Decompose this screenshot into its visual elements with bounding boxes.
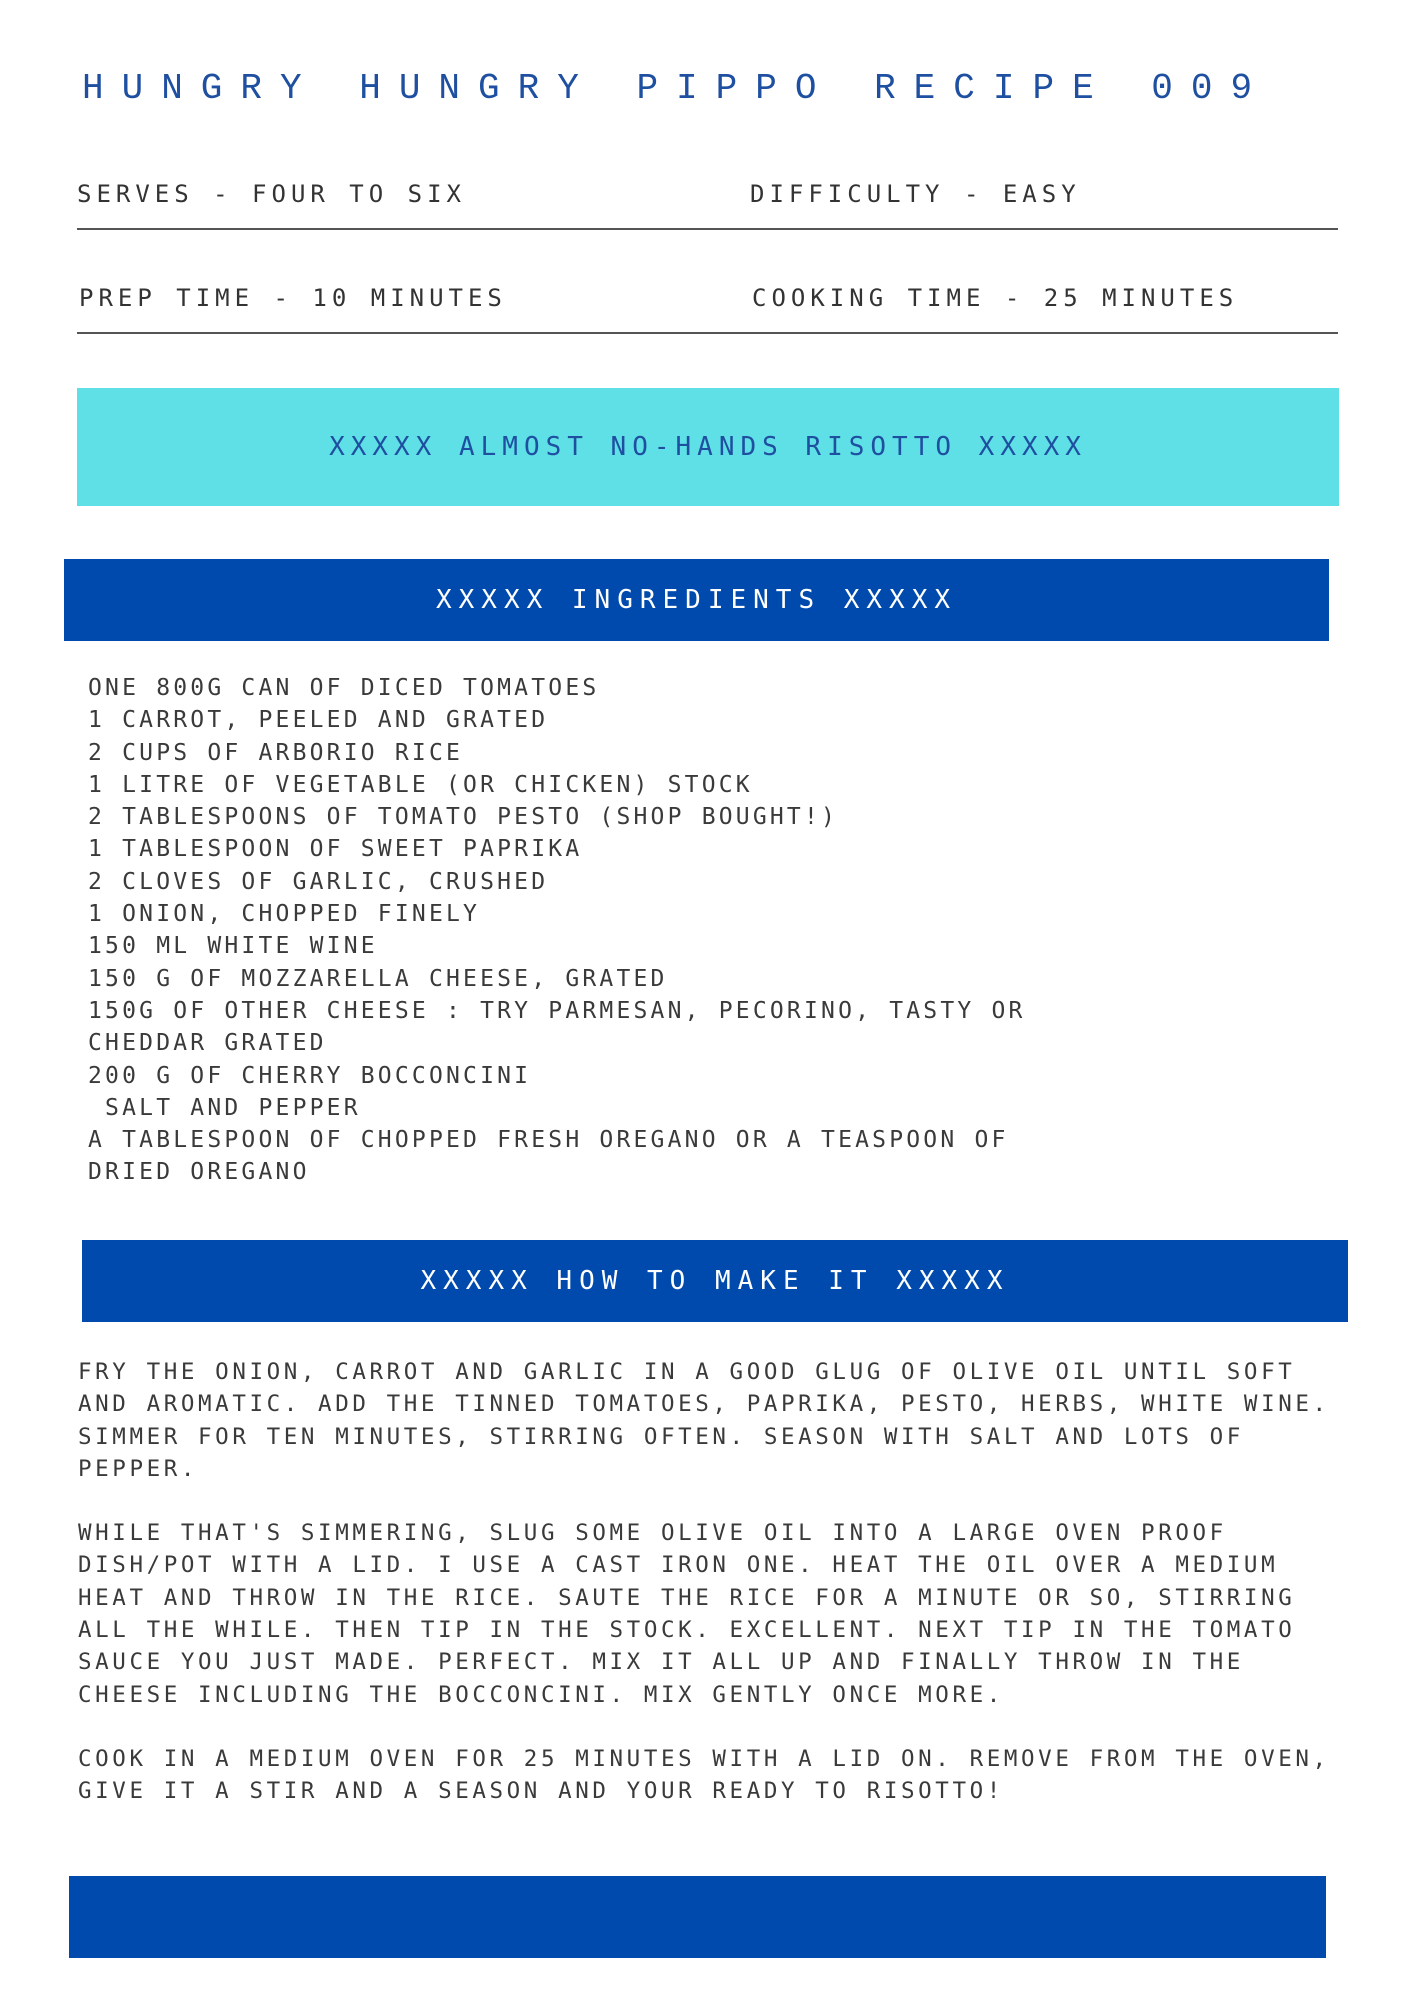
recipe-title: HUNGRY HUNGRY PIPPO RECIPE 009 [82, 68, 1271, 109]
method-heading-bar [82, 1240, 1348, 1322]
ingredients-heading-bar [64, 559, 1329, 641]
method-paragraph: COOK IN A MEDIUM OVEN FOR 25 MINUTES WITH A LID ON. REMOVE FROM THE OVEN, GIVE IT A STIR AND A SEASON AND YOUR READY TO RISOTTO! [78, 1745, 1330, 1805]
cooking-time-label: COOKING TIME - 25 MINUTES [752, 284, 1239, 312]
list-item: 2 CUPS OF ARBORIO RICE [88, 739, 464, 766]
list-item: 150G OF OTHER CHEESE : TRY PARMESAN, PECORINO, TASTY OR [88, 997, 1026, 1024]
prep-time-label: PREP TIME - 10 MINUTES [79, 284, 507, 312]
list-item: CHEDDAR GRATED [88, 1030, 327, 1057]
ingredients-heading: XXXXX INGREDIENTS XXXXX [435, 585, 958, 615]
list-item: 1 CARROT, PEELED AND GRATED [88, 707, 549, 734]
list-item: 150 ML WHITE WINE [88, 933, 378, 960]
serves-label: SERVES - FOUR TO SIX [77, 180, 466, 208]
method-heading: XXXXX HOW TO MAKE IT XXXXX [420, 1266, 1010, 1296]
list-item: 2 TABLESPOONS OF TOMATO PESTO (SHOP BOUGHT!) [88, 804, 839, 831]
meta-row-times [77, 284, 1338, 334]
ingredients-list [88, 672, 1288, 1189]
footer-bar [69, 1876, 1326, 1958]
list-item: 2 CLOVES OF GARLIC, CRUSHED [88, 868, 549, 895]
recipe-name: XXXXX ALMOST NO-HANDS RISOTTO XXXXX [329, 432, 1087, 462]
list-item: SALT AND PEPPER [88, 1094, 361, 1121]
list-item: ONE 800G CAN OF DICED TOMATOES [88, 675, 600, 701]
recipe-name-banner [77, 388, 1339, 506]
list-item: A TABLESPOON OF CHOPPED FRESH OREGANO OR A TEASPOON OF [88, 1127, 1009, 1154]
method-instructions [78, 1356, 1338, 1840]
list-item: 150 G OF MOZZARELLA CHEESE, GRATED [88, 965, 668, 992]
list-item: 1 ONION, CHOPPED FINELY [88, 901, 481, 928]
difficulty-label: DIFFICULTY - EASY [750, 180, 1081, 208]
list-item: 1 LITRE OF VEGETABLE (OR CHICKEN) STOCK [88, 771, 753, 798]
list-item: 1 TABLESPOON OF SWEET PAPRIKA [88, 836, 583, 863]
meta-row-serves-difficulty [77, 180, 1338, 230]
method-paragraph: FRY THE ONION, CARROT AND GARLIC IN A GOOD GLUG OF OLIVE OIL UNTIL SOFT AND AROMATIC. ADD THE TINNED TOMATOES, PAPRIKA, PESTO, HERBS, WHITE WINE. SIMMER FOR TEN MINUTES, STIRRING OFTEN. SEASON WITH SALT AND LOTS OF PEPPER. [78, 1359, 1330, 1482]
method-paragraph: WHILE THAT'S SIMMERING, SLUG SOME OLIVE OIL INTO A LARGE OVEN PROOF DISH/POT WITH A LID. I USE A CAST IRON ONE. HEAT THE OIL OVER A MEDIUM HEAT AND THROW IN THE RICE. SAUTE THE RICE FOR A MINUTE OR SO, STIRRING ALL THE WHILE. THEN TIP IN THE STOCK. EXCELLENT. NEXT TIP IN THE TOMATO SAUCE YOU JUST MADE. PERFECT. MIX IT ALL UP AND FINALLY THROW IN THE CHEESE INCLUDING THE BOCCONCINI. MIX GENTLY ONCE MORE. [78, 1520, 1296, 1708]
list-item: 200 G OF CHERRY BOCCONCINI [88, 1062, 532, 1089]
list-item: DRIED OREGANO [88, 1159, 310, 1186]
